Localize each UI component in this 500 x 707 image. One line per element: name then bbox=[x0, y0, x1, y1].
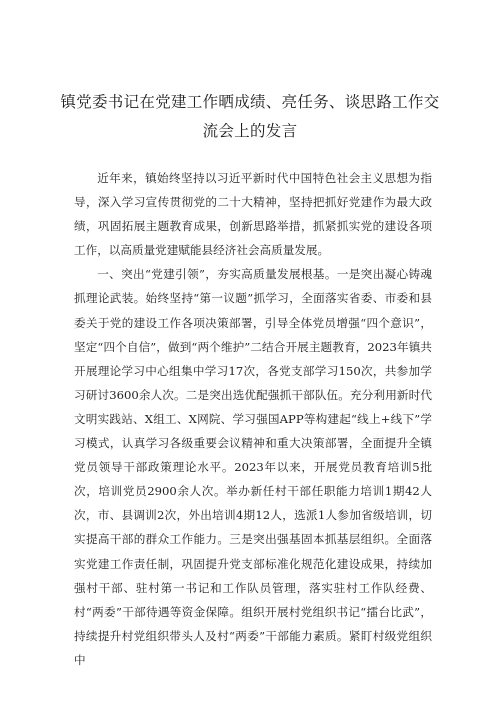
document-title-line-2: 流会上的发言 bbox=[202, 122, 298, 140]
document-body bbox=[74, 166, 432, 672]
body-paragraph: 近年来，镇始终坚持以习近平新时代中国特色社会主义思想为指导，深入学习宣传贯彻党的二十大精神，坚持把抓好党建作为最大政绩，巩固拓展主题教育成果，创新思路举措，抓紧抓实党的建设各项工作，以高质量党建赋能县经济社会高质量发展。 bbox=[74, 171, 432, 258]
body-paragraph: 一、突出“党建引领”，夯实高质量发展根基。一是突出凝心铸魂抓理论武装。始终坚持“第一议题”抓学习，全面落实省委、市委和县委关于党的建设工作各项决策部署，引导全体党员增强“四个意识”，坚定“四个自信”，做到“两个维护”二结合开展主题教育，2023年镇共开展理论学习中心组集中学习17次，各党支部学习150次，共参加学习研讨3600余人次。二是突出选优配强抓干部队伍。充分利用新时代文明实践站、X组工、X网院、学习强国APP等构建起“线上+线下”学习模式，认真学习各级重要会议精神和重大决策部署，全面提升全镇党员领导干部政策理论水平。2023年以来，开展党员教育培训5批次，培训党员2900余人次。举办新任村干部任职能力培训1期42人次，市、县调训2次，外出培训4期12人，选派1人参加省级培训，切实提高干部的群众工作能力。三是突出强基固本抓基层组织。全面落实党建工作责任制，巩固提升党支部标准化规范化建设成果，持续加强村干部、驻村第一书记和工作队员管理，落实驻村工作队经费、村“两委”干部待遇等资金保障。组织开展村党组织书记“擂台比武”，持续提升村党组织带头人及村“两委”干部能力素质。紧盯村级党组织中 bbox=[74, 267, 432, 667]
document-title-line-1: 镇党委书记在党建工作晒成绩、亮任务、谈思路工作交 bbox=[60, 93, 440, 111]
